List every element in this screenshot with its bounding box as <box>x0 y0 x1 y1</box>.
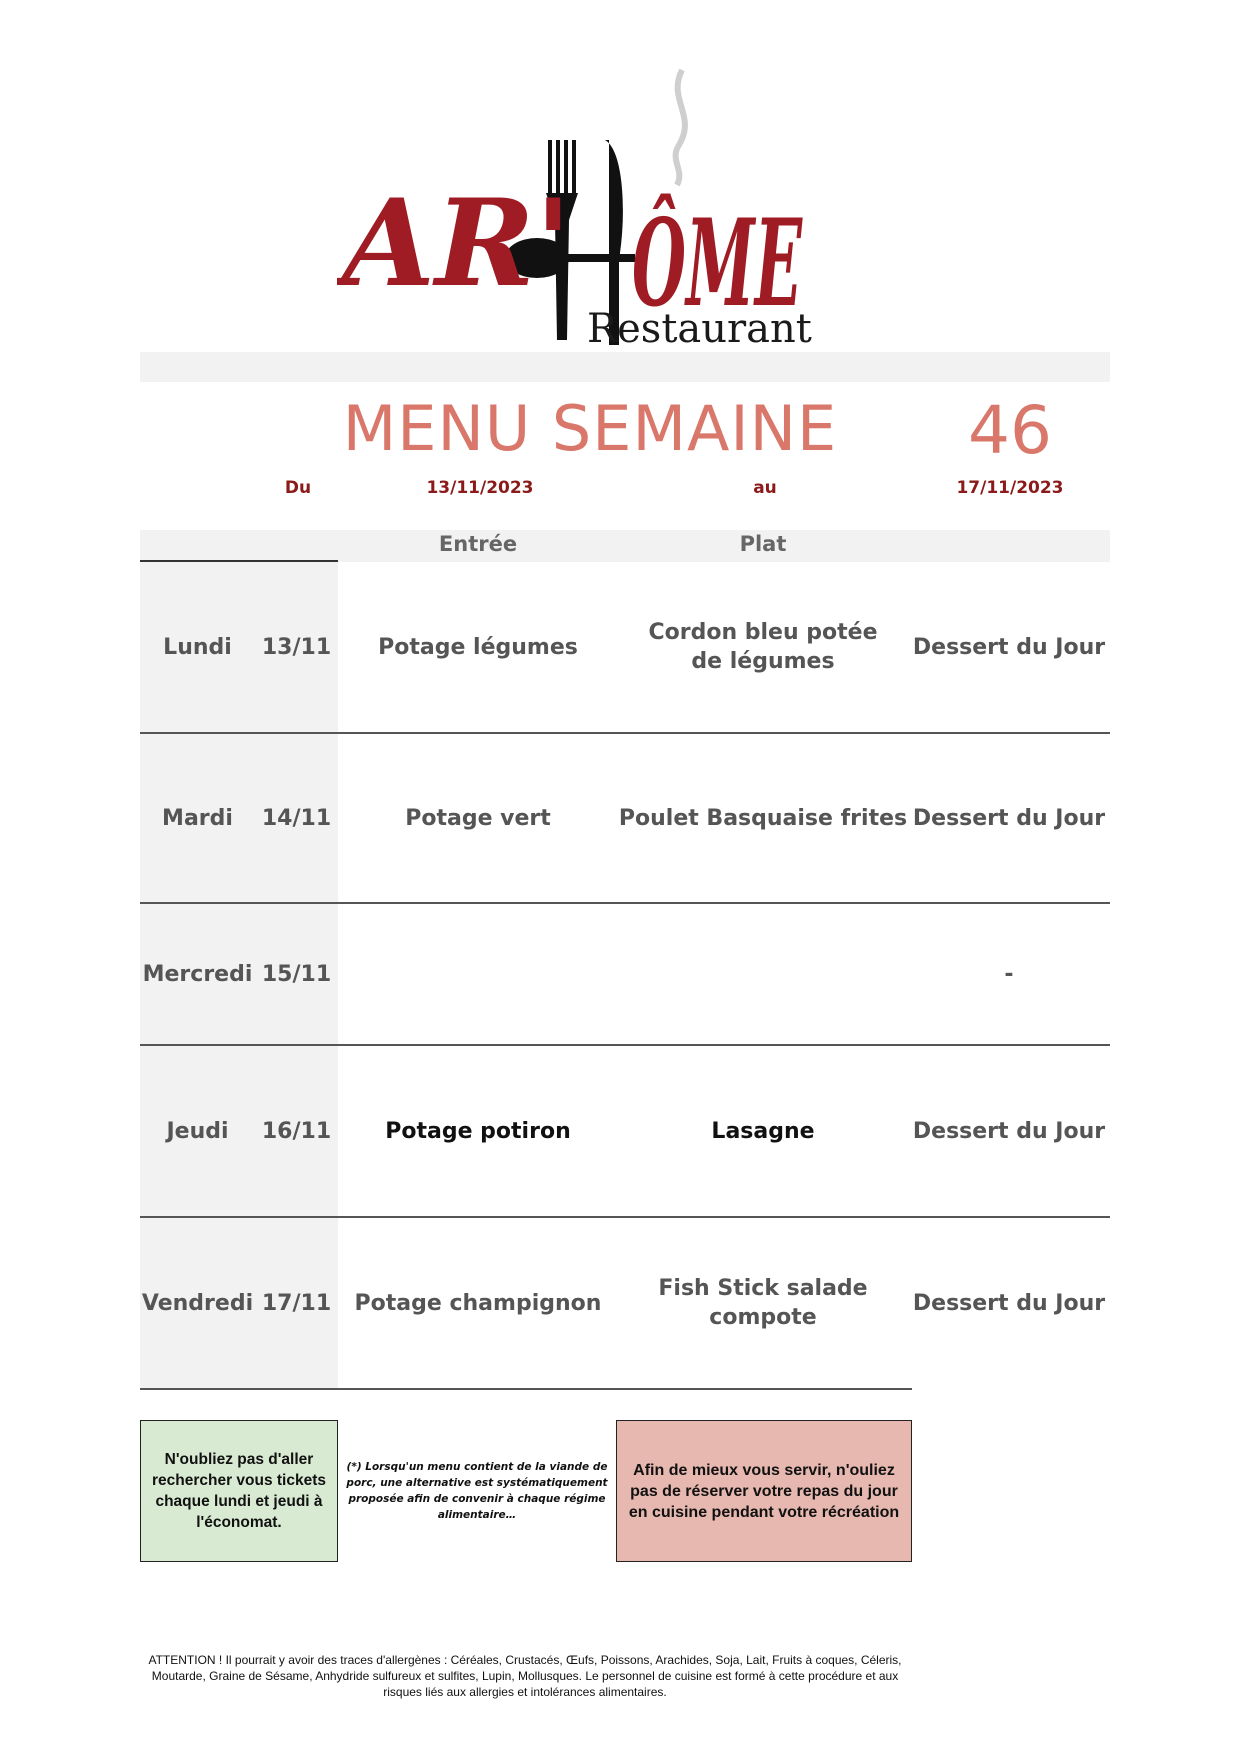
plat-cell: Fish Stick salade compote <box>658 1276 868 1330</box>
from-date: 13/11/2023 <box>426 478 534 498</box>
day-name: Mardi <box>162 805 233 831</box>
restaurant-logo <box>337 60 863 365</box>
day-date: 15/11 <box>261 961 332 987</box>
plat-cell: Lasagne <box>711 1118 815 1144</box>
tickets-note: N'oubliez pas d'aller rechercher vous tickets chaque lundi et jeudi à l'économat. <box>140 1420 338 1562</box>
day-name: Lundi <box>163 634 232 660</box>
row-divider <box>140 1388 912 1390</box>
plat-cell: Cordon bleu potée de légumes <box>648 620 878 674</box>
from-label: Du <box>284 478 312 498</box>
week-number: 46 <box>968 392 1052 469</box>
column-header-entree: Entrée <box>438 532 518 556</box>
entree-cell: Potage vert <box>405 805 551 831</box>
logo-text: AR' <box>342 173 572 314</box>
dessert-cell: Dessert du Jour <box>912 1118 1106 1144</box>
allergen-warning: ATTENTION ! Il pourrait y avoir des traces d'allergènes : Céréales, Crustacés, Œufs, Poissons, Arachides, Soja, Lait, Fruits à coques, Céleris, Moutarde, Graine de Sésame, Anhydride sulfureux et sulfites, Lupin, Mollusques. Le personnel de cuisine est formé à cette procédure et aux risques liés aux allergies et intolérances alimentaires. <box>148 1653 902 1699</box>
entree-cell <box>338 904 618 1044</box>
dessert-cell: Dessert du Jour <box>912 634 1106 660</box>
page-title: MENU SEMAINE <box>342 392 838 465</box>
day-date: 17/11 <box>261 1290 332 1316</box>
column-header-plat: Plat <box>739 532 787 556</box>
logo-subtitle: Restaurant <box>587 306 812 352</box>
day-name: Jeudi <box>166 1118 229 1144</box>
day-name: Vendredi <box>141 1290 254 1316</box>
to-label: au <box>753 478 777 498</box>
reserve-note: Afin de mieux vous servir, n'ouliez pas de réserver votre repas du jour en cuisine pendant votre récréation <box>616 1420 912 1562</box>
entree-cell: Potage potiron <box>385 1118 571 1144</box>
entree-cell: Potage légumes <box>378 634 578 660</box>
day-date: 16/11 <box>261 1118 332 1144</box>
day-name: Mercredi <box>142 961 253 987</box>
plat-cell: Poulet Basquaise frites <box>618 805 908 831</box>
dessert-cell: Dessert du Jour <box>912 805 1106 831</box>
pork-note: (*) Lorsqu'un menu contient de la viande de porc, une alternative est systématiquement proposée afin de convenir à chaque régime alimentaire… <box>346 1461 608 1521</box>
day-date: 13/11 <box>261 634 332 660</box>
plat-cell <box>618 904 908 1044</box>
dessert-cell: - <box>1004 961 1014 987</box>
header-band <box>140 352 1110 382</box>
svg-text:ÔME: ÔME <box>632 193 803 334</box>
entree-cell: Potage champignon <box>354 1290 602 1316</box>
dessert-cell: Dessert du Jour <box>912 1290 1106 1316</box>
to-date: 17/11/2023 <box>956 478 1064 498</box>
day-date: 14/11 <box>261 805 332 831</box>
